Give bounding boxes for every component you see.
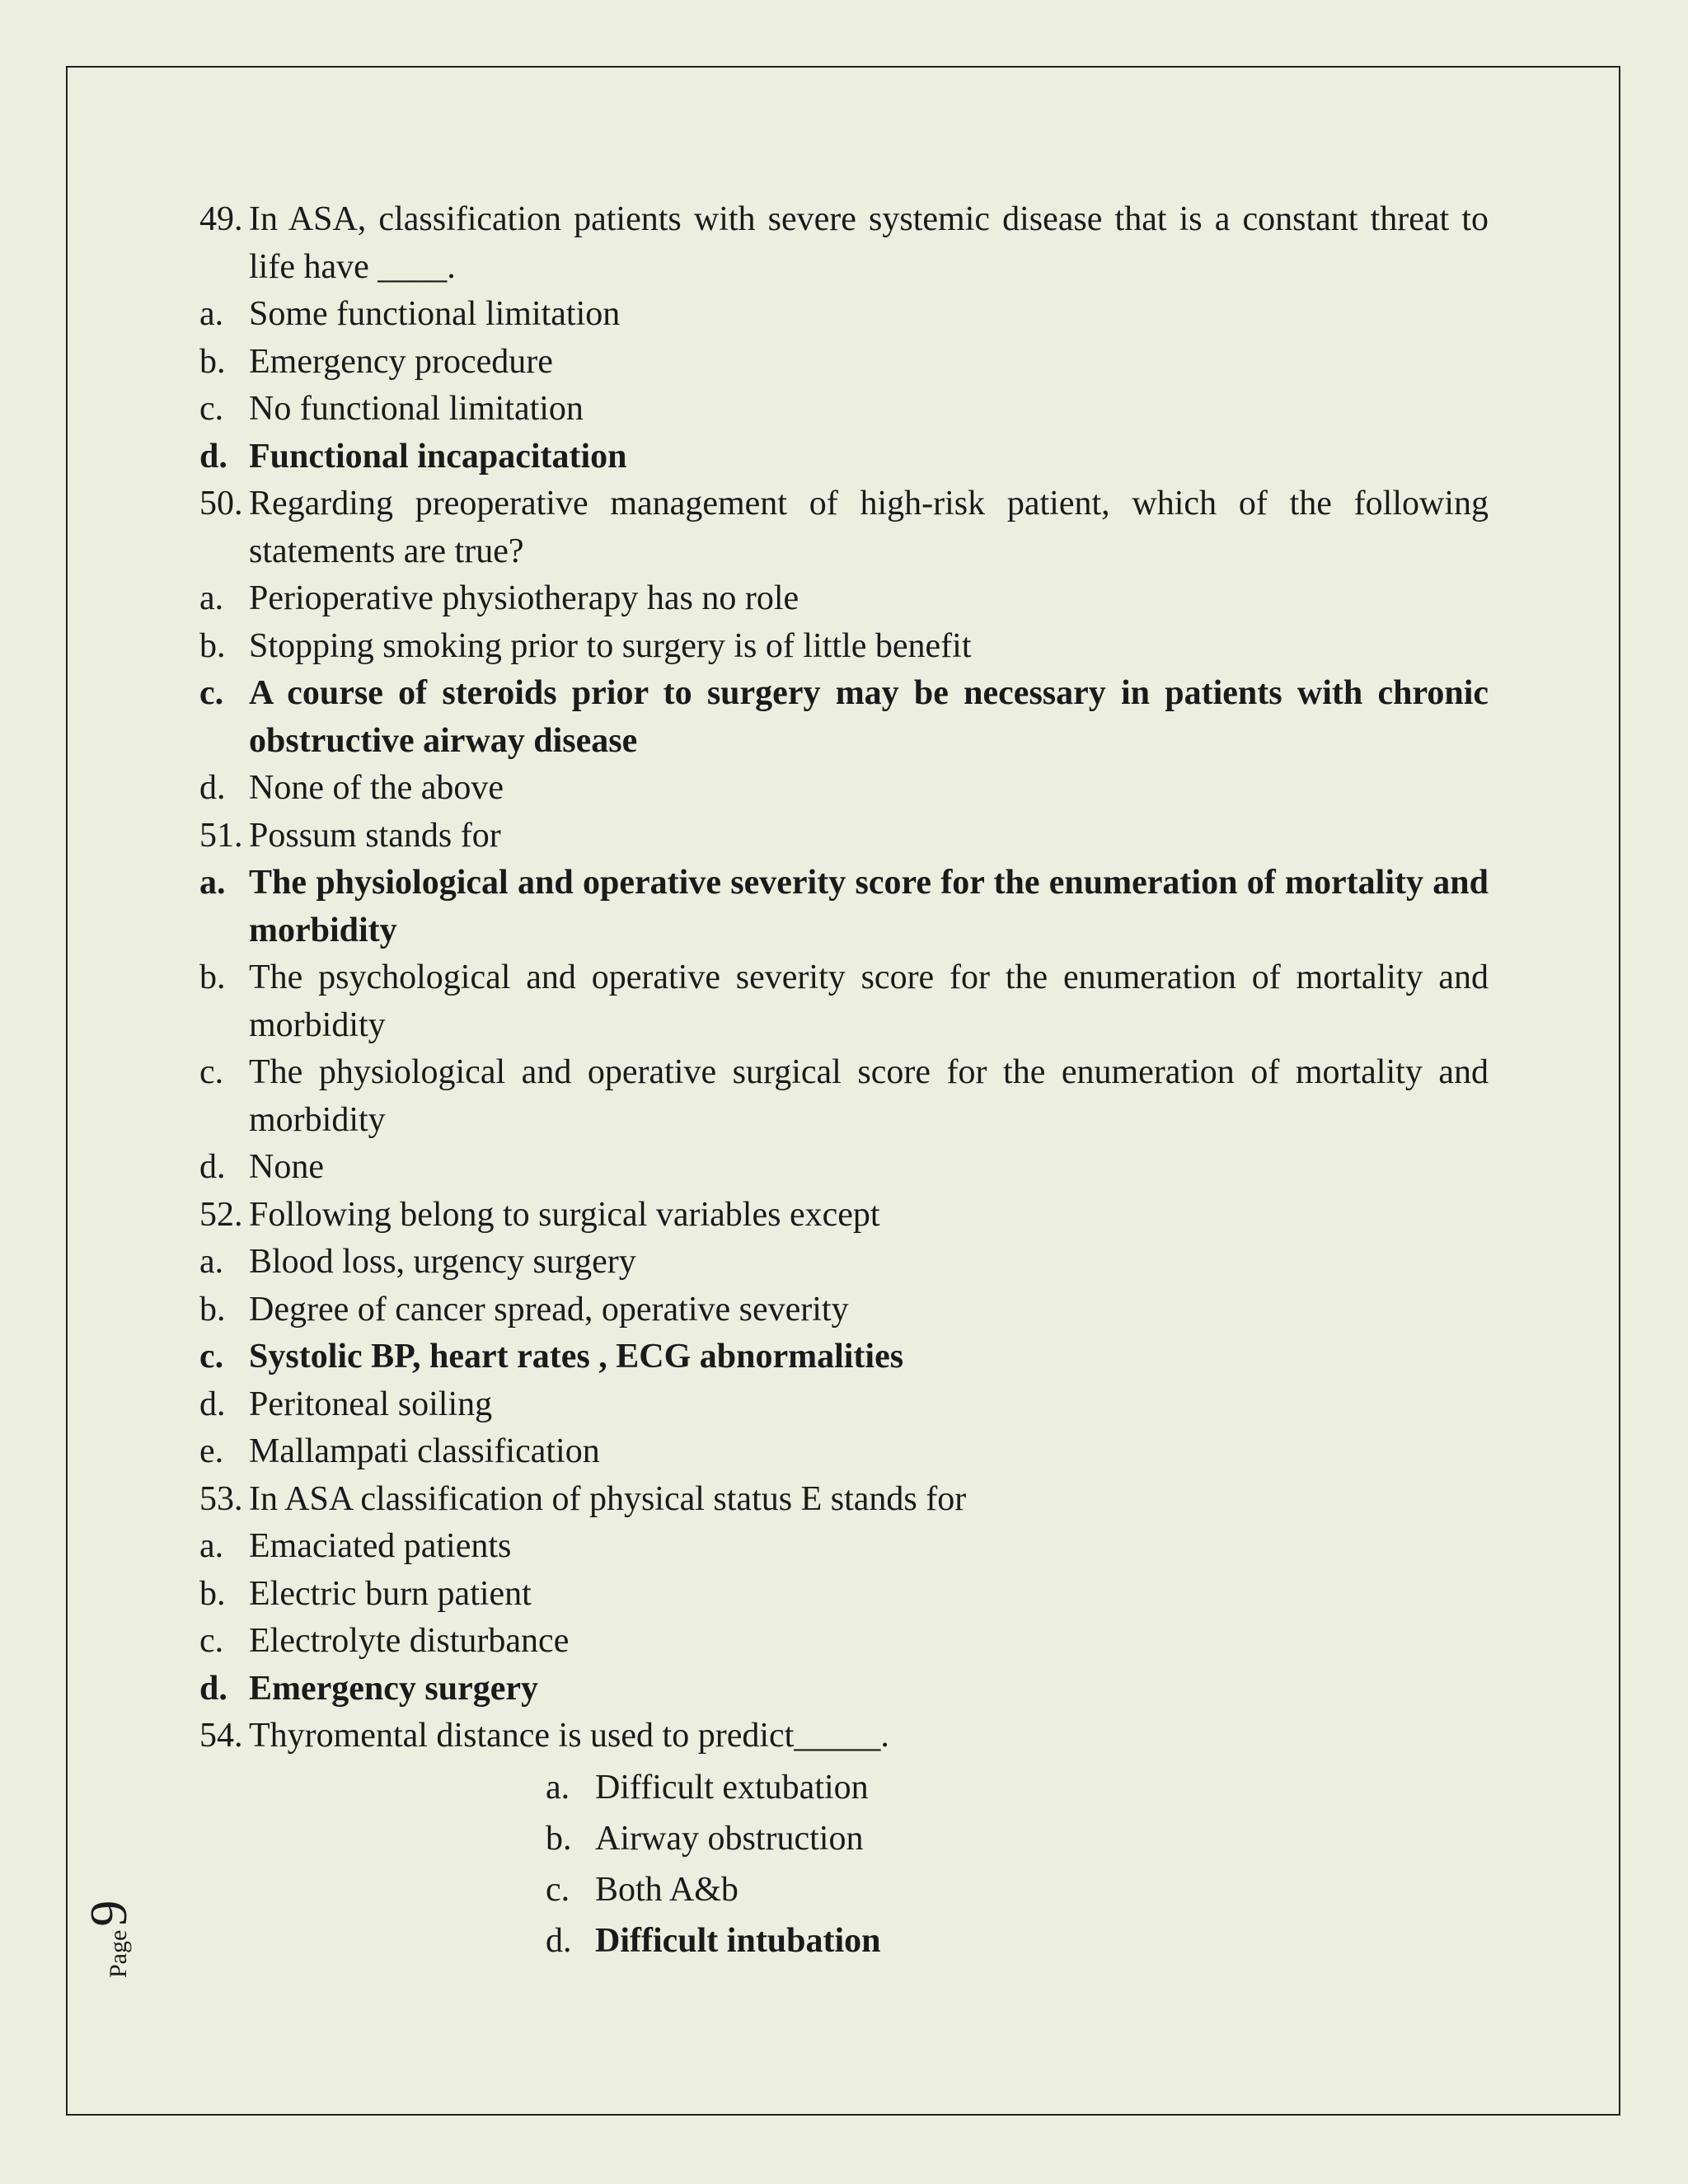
option bbox=[199, 1144, 1489, 1192]
question-number: 54. bbox=[199, 1717, 243, 1755]
page-number-label bbox=[79, 1896, 138, 1978]
option bbox=[199, 1428, 1489, 1476]
option-text: Blood loss, urgency surgery bbox=[249, 1243, 636, 1281]
option-text: Electric burn patient bbox=[249, 1574, 532, 1613]
correct-option bbox=[199, 1333, 1489, 1381]
option-letter: c. bbox=[199, 1053, 224, 1091]
correct-option bbox=[199, 1666, 1489, 1713]
correct-option bbox=[199, 670, 1489, 765]
option bbox=[199, 1523, 1489, 1571]
option-text: Emergency surgery bbox=[249, 1669, 539, 1708]
option-text: Emaciated patients bbox=[249, 1527, 512, 1565]
question-list bbox=[199, 196, 1489, 1760]
option bbox=[199, 765, 1489, 813]
option-letter: d. bbox=[199, 1669, 227, 1708]
question-number: 51. bbox=[199, 816, 243, 855]
question-53 bbox=[199, 1476, 1489, 1524]
question-text: In ASA classification of physical status E stands for bbox=[249, 1479, 967, 1518]
option bbox=[199, 1286, 1489, 1334]
option-text: Systolic BP, heart rates , ECG abnormalities bbox=[249, 1338, 904, 1376]
option bbox=[199, 1571, 1489, 1619]
question-number: 53. bbox=[199, 1479, 243, 1518]
option bbox=[199, 954, 1489, 1049]
option-text: The psychological and operative severity score for the enumeration of mortality and morbidity bbox=[249, 958, 1489, 1044]
option bbox=[546, 1813, 881, 1864]
page-number: 9 bbox=[79, 1900, 138, 1927]
option-letter: b. bbox=[199, 626, 226, 665]
correct-option bbox=[199, 860, 1489, 954]
option-letter: a. bbox=[199, 864, 226, 902]
option bbox=[199, 1618, 1489, 1666]
option-text: Some functional limitation bbox=[249, 295, 621, 333]
option-letter: d. bbox=[546, 1922, 572, 1960]
page-word: Page bbox=[105, 1929, 132, 1978]
option-letter: b. bbox=[199, 1574, 226, 1613]
option-letter: a. bbox=[199, 295, 224, 333]
question-number: 50. bbox=[199, 485, 243, 523]
question-text: Thyromental distance is used to predict_____. bbox=[249, 1717, 889, 1755]
question-50 bbox=[199, 480, 1489, 575]
option-letter: e. bbox=[199, 1432, 224, 1470]
option bbox=[546, 1762, 881, 1813]
option-text: Peritoneal soiling bbox=[249, 1385, 493, 1423]
option-letter: c. bbox=[546, 1871, 570, 1909]
option-letter: b. bbox=[199, 958, 226, 996]
option bbox=[546, 1864, 881, 1915]
option-letter: d. bbox=[199, 437, 227, 476]
correct-option bbox=[199, 434, 1489, 481]
question-number: 52. bbox=[199, 1195, 243, 1234]
option-text: Emergency procedure bbox=[249, 342, 553, 381]
option-letter: a. bbox=[199, 1527, 224, 1565]
question-number: 49. bbox=[199, 200, 243, 238]
option bbox=[199, 291, 1489, 339]
option-letter: a. bbox=[199, 579, 224, 617]
option-letter: b. bbox=[546, 1820, 572, 1858]
option-text: The physiological and operative surgical score for the enumeration of mortality and morbidity bbox=[249, 1053, 1489, 1139]
option-letter: a. bbox=[546, 1769, 570, 1807]
question-52 bbox=[199, 1192, 1489, 1240]
option-text: No functional limitation bbox=[249, 390, 584, 428]
option-text: Degree of cancer spread, operative severity bbox=[249, 1290, 849, 1329]
option-text: None of the above bbox=[249, 769, 504, 807]
option-text: Airway obstruction bbox=[595, 1820, 864, 1858]
option bbox=[199, 1239, 1489, 1286]
option-text: None bbox=[249, 1148, 324, 1186]
option-letter: c. bbox=[199, 674, 224, 712]
question-text: Following belong to surgical variables except bbox=[249, 1195, 880, 1234]
question-54 bbox=[199, 1713, 1489, 1760]
question-text: Regarding preoperative management of high-risk patient, which of the following statements are true? bbox=[249, 485, 1489, 570]
question-text: In ASA, classification patients with severe systemic disease that is a constant threat to life have ____. bbox=[249, 200, 1489, 286]
option-text: Electrolyte disturbance bbox=[249, 1622, 570, 1660]
option-text: Perioperative physiotherapy has no role bbox=[249, 579, 799, 617]
option-letter: b. bbox=[199, 342, 226, 381]
question-54-options bbox=[546, 1762, 881, 1966]
question-text: Possum stands for bbox=[249, 816, 501, 855]
option-letter: c. bbox=[199, 1338, 224, 1376]
option bbox=[199, 623, 1489, 671]
option-letter: b. bbox=[199, 1290, 226, 1329]
option bbox=[199, 575, 1489, 623]
option-text: Functional incapacitation bbox=[249, 437, 627, 476]
question-49 bbox=[199, 196, 1489, 291]
option-letter: d. bbox=[199, 1148, 226, 1186]
option bbox=[199, 1049, 1489, 1144]
option-letter: d. bbox=[199, 1385, 226, 1423]
correct-option bbox=[546, 1915, 881, 1966]
option-letter: c. bbox=[199, 1622, 224, 1660]
option-text: Stopping smoking prior to surgery is of little benefit bbox=[249, 626, 972, 665]
option-letter: c. bbox=[199, 390, 224, 428]
option-letter: d. bbox=[199, 769, 226, 807]
option-text: The physiological and operative severity score for the enumeration of mortality and morbidity bbox=[249, 864, 1489, 949]
option bbox=[199, 339, 1489, 387]
question-51 bbox=[199, 813, 1489, 860]
option-text: Difficult extubation bbox=[595, 1769, 869, 1807]
option-letter: a. bbox=[199, 1243, 224, 1281]
option-text: Difficult intubation bbox=[595, 1922, 881, 1960]
option bbox=[199, 386, 1489, 434]
option-text: A course of steroids prior to surgery may be necessary in patients with chronic obstructive airway disease bbox=[249, 674, 1489, 760]
option-text: Mallampati classification bbox=[249, 1432, 600, 1470]
option-text: Both A&b bbox=[595, 1871, 738, 1909]
option bbox=[199, 1381, 1489, 1429]
